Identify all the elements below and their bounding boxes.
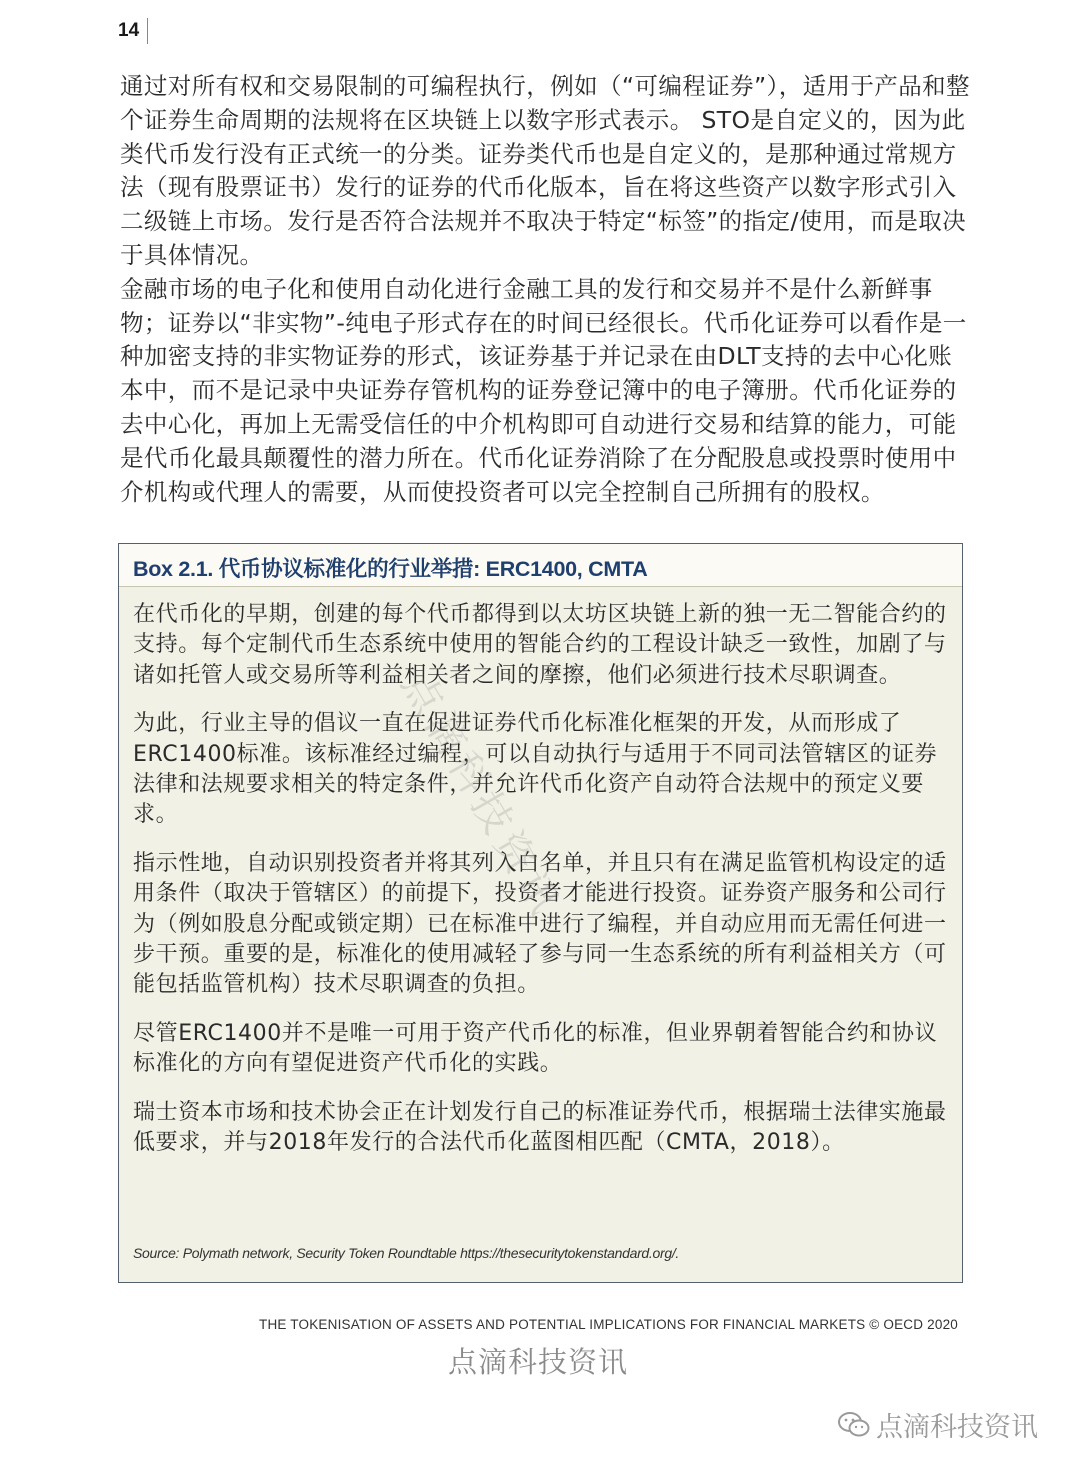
bottom-watermark: 点滴科技资讯 bbox=[448, 1345, 629, 1379]
box-title: Box 2.1. 代币协议标准化的行业举措: ERC1400, CMTA bbox=[133, 557, 648, 581]
page-number: 14 bbox=[118, 18, 148, 44]
body-text bbox=[120, 70, 972, 509]
body-paragraph-2: 金融市场的电子化和使用自动化进行金融工具的发行和交易并不是什么新鲜事物；证券以“非实物”-纯电子形式存在的时间已经很长。代币化证券可以看作是一种加密支持的非实物证券的形式，该证券基于并记录在由DLT支持的去中心化账本中，而不是记录中央证券存管机构的证券登记簿中的电子簿册。代币化证券的去中心化，再加上无需受信任的中介机构即可自动进行交易和结算的能力，可能是代币化最具颠覆性的潜力所在。代币化证券消除了在分配股息或投票时使用中介机构或代理人的需要，从而使投资者可以完全控制自己所拥有的股权。 bbox=[120, 274, 967, 506]
box-paragraph-3: 指示性地，自动识别投资者并将其列入白名单，并且只有在满足监管机构设定的适用条件（取决于管辖区）的前提下，投资者才能进行投资。证券资产服务和公司行为（例如股息分配或锁定期）已在标准中进行了编程，并自动应用而无需任何进一步干预。重要的是，标准化的使用减轻了参与同一生态系统的所有利益相关方（可能包括监管机构）技术尽职调查的负担。 bbox=[133, 850, 947, 998]
page-footer: THE TOKENISATION OF ASSETS AND POTENTIAL IMPLICATIONS FOR FINANCIAL MARKETS © OECD 2020 bbox=[259, 1317, 958, 1332]
diagonal-watermark: 点滴科技资讯 bbox=[392, 664, 571, 927]
box-paragraph-2: 为此，行业主导的倡议一直在促进证券代币化标准化框架的开发，从而形成了ERC1400标准。该标准经过编程，可以自动执行与适用于不同司法管辖区的证券法律和法规要求相关的特定条件，并允许代币化资产自动符合法规中的预定义要求。 bbox=[133, 711, 938, 828]
box-paragraph-5: 瑞士资本市场和技术协会正在计划发行自己的标准证券代币，根据瑞士法律实施最低要求，并与2018年发行的合法代币化蓝图相匹配（CMTA，2018）。 bbox=[133, 1099, 947, 1156]
body-paragraph-1: 通过对所有权和交易限制的可编程执行，例如（“可编程证券”），适用于产品和整个证券生命周期的法规将在区块链上以数字形式表示。 STO是自定义的，因为此类代币发行没有正式统一的分类。证券类代币也是自定义的，是那种通过常规方法（现有股票证书）发行的证券的代币化版本，旨在将这些资产以数字形式引入二级链上市场。发行是否符合法规并不取决于特定“标签”的指定/使用，而是取决于具体情况。 bbox=[120, 72, 970, 269]
box-paragraph-1: 在代币化的早期，创建的每个代币都得到以太坊区块链上新的独一无二智能合约的支持。每个定制代币生态系统中使用的智能合约的工程设计缺乏一致性，加剧了与诸如托管人或交易所等利益相关者之间的摩擦，他们必须进行技术尽职调查。 bbox=[133, 602, 947, 688]
wechat-icon bbox=[838, 1411, 870, 1439]
wechat-watermark bbox=[838, 1405, 1038, 1444]
wechat-label: 点滴科技资讯 bbox=[876, 1412, 1038, 1443]
box-title-bar bbox=[119, 544, 962, 587]
box-source: Source: Polymath network, Security Token Roundtable https://thesecuritytokenstandard.org/. bbox=[133, 1245, 680, 1261]
box-paragraph-4: 尽管ERC1400并不是唯一可用于资产代币化的标准，但业界朝着智能合约和协议标准化的方向有望促进资产代币化的实践。 bbox=[133, 1020, 938, 1077]
